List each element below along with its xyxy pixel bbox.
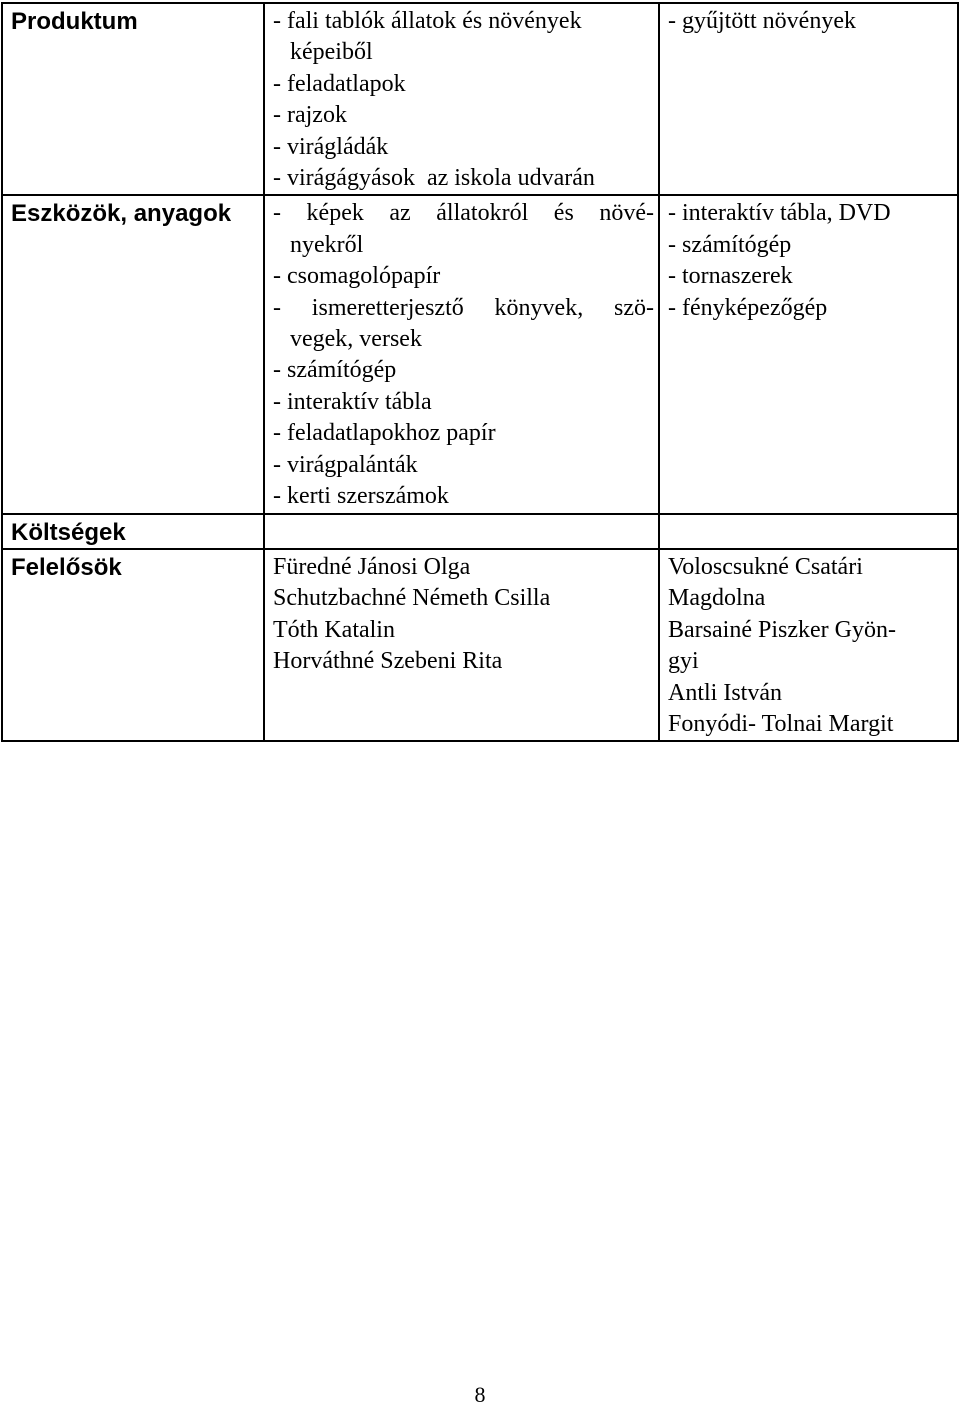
cell-line: - rajzok — [273, 102, 347, 129]
table-row-eszkozok — [2, 195, 958, 513]
cell-line: - számítógép — [273, 357, 397, 384]
cell-line: Tóth Katalin — [273, 616, 395, 643]
table-row-koltsegek — [2, 514, 958, 549]
cell-line: nyekről — [290, 231, 364, 258]
page-number: 8 — [474, 1382, 486, 1407]
activity-cell — [264, 3, 659, 195]
cell-line: - virágládák — [273, 133, 389, 160]
cell-line: - fényképezőgép — [668, 294, 828, 321]
cell-line: Voloscsukné Csatári — [668, 553, 863, 580]
cell-line: - csomagolópapír — [273, 263, 441, 290]
cell-line: - képek az állatokról és növé- — [273, 200, 654, 227]
row-label: Költségek — [2, 514, 264, 549]
cell-line: - gyűjtött növények — [668, 8, 856, 34]
cell-line: - kerti szerszámok — [273, 483, 449, 510]
cell-line: - számítógép — [668, 231, 792, 258]
cell-line: Horváthné Szebeni Rita — [273, 648, 503, 675]
cell-line: Antli István — [668, 679, 782, 706]
activity-cell — [264, 195, 659, 513]
cell-line: Füredné Jánosi Olga — [273, 553, 471, 580]
cell-line: - virágpalánták — [273, 451, 418, 478]
project-table — [1, 2, 959, 742]
cell-line: - tornaszerek — [668, 263, 793, 290]
cell-line: képeiből — [290, 39, 373, 66]
second-activity-cell — [659, 549, 958, 741]
cell-line: - ismeretterjesztő könyvek, szö- — [273, 294, 654, 321]
cell-line: gyi — [668, 648, 699, 675]
table-row-produktum — [2, 3, 958, 195]
row-label: Produktum — [2, 3, 264, 195]
cell-line: - feladatlapok — [273, 70, 406, 97]
row-label: Felelősök — [2, 549, 264, 741]
cell-line: - interaktív tábla — [273, 388, 432, 415]
cell-line: - interaktív tábla, DVD — [668, 200, 891, 227]
row-label: Eszközök, anyagok — [2, 195, 264, 513]
second-activity-cell — [659, 514, 958, 549]
cell-line: vegek, versek — [290, 326, 422, 353]
activity-cell — [264, 549, 659, 741]
cell-line: Fonyódi- Tolnai Margit — [668, 710, 894, 737]
second-activity-cell — [659, 195, 958, 513]
cell-line: - virágágyások az iskola udvarán — [273, 165, 595, 192]
second-activity-cell — [659, 3, 958, 195]
activity-cell — [264, 514, 659, 549]
table-row-felelosok — [2, 549, 958, 741]
cell-line: - feladatlapokhoz papír — [273, 420, 496, 447]
cell-line: - fali tablók állatok és növények — [273, 8, 582, 34]
cell-line: Schutzbachné Németh Csilla — [273, 585, 551, 612]
cell-line: Magdolna — [668, 585, 766, 612]
cell-line: Barsainé Piszker Gyön- — [668, 616, 896, 643]
